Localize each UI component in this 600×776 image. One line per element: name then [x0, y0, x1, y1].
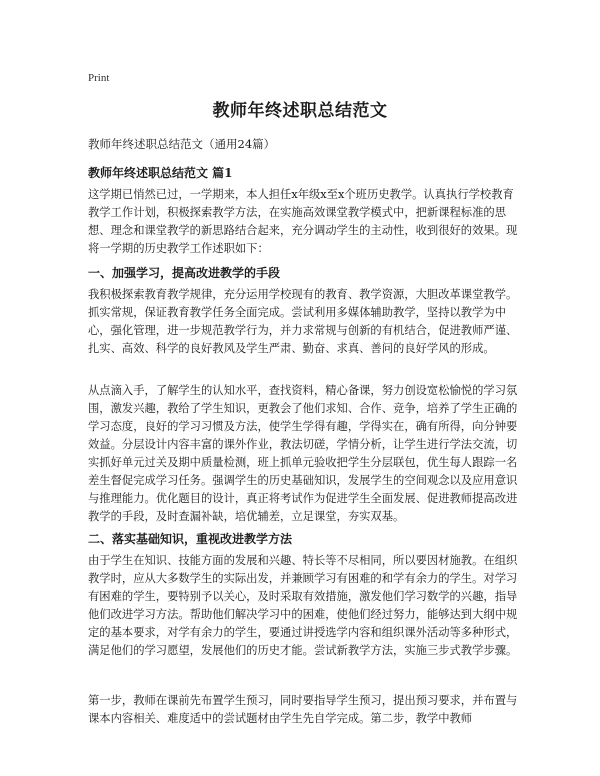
heading-2: 二、落实基础知识，重视改进教学方法 [88, 532, 293, 546]
document-title: 教师年终述职总结范文 [212, 101, 388, 121]
print-label: Print [88, 72, 110, 84]
paragraph-2: 从点滴入手，了解学生的认知水平，查找资料，精心备课，努力创设宽松愉悦的学习氛围，激发兴趣，教给了学生知识，更教会了他们求知、合作、竞争，培养了学生正确的学习态度，良好的学习习惯及方法，使学生学得有趣，学得实在，确有所得，向分钟要效益。分层设计内容丰富的课外作业，教法切磋，学情分析，让学生进行学法交流，切实抓好单元过关及期中质量检测，班上抓单元验收把学生分层联包，优生每人跟踪一名差生督促完成学习任务。强调学生的历史基础知识，发展学生的空间观念以及应用意识与推理能力。优化题目的设计，真正将考试作为促进学生全面发展、促进教师提高改进教学的手段，及时查漏补缺，培优辅差，立足课堂，夯实双基。 [88, 384, 518, 523]
heading-1: 一、加强学习，提高改进教学的手段 [88, 266, 281, 280]
paragraph-3: 由于学生在知识、技能方面的发展和兴趣、特长等不尽相同，所以要因材施教。在组织教学时，应从大多数学生的实际出发，并兼顾学习有困难的和学有余力的学生。对学习有困难的学生，要特别予以关心，及时采取有效措施，激发他们学习数学的兴趣，指导他们改进学习方法。帮助他们解决学习中的困难，使他们经过努力，能够达到大纲中规定的基本要求，对学有余力的学生，要通过讲授选学内容和组织课外活动等多种形式，满足他们的学习愿望，发展他们的历史才能。尝试新教学方法，实施三步式教学步骤。 [88, 554, 518, 657]
paragraph-intro: 这学期已悄然已过，一学期来，本人担任x年级x至x个班历史教学。认真执行学校教育教学工作计划，积极探索教学方法，在实施高效课堂教学模式中，把新课程标准的思想、理念和课堂教学的新思路结合起来，充分调动学生的主动性，收到很好的效果。现将一学期的历史教学工作述职如下： [88, 188, 518, 255]
paragraph-4: 第一步，教师在课前先布置学生预习，同时要指导学生预习，提出预习要求，并布置与课本内容相关、难度适中的尝试题材由学生先自学完成。第二步，教学中教师 [88, 694, 518, 725]
document-subtitle: 教师年终述职总结范文（通用24篇） [88, 137, 276, 151]
section-title: 教师年终述职总结范文 篇1 [88, 166, 233, 180]
paragraph-1: 我积极探索教育教学规律，充分运用学校现有的教育、教学资源，大胆改革课堂教学。抓实常规，保证教育教学任务全面完成。尝试利用多媒体辅助教学，坚持以教学为中心，强化管理，进一步规范教学行为，并力求常规与创新的有机结合，促进教师严谨、扎实、高效、科学的良好教风及学生严肃、勤奋、求真、善问的良好学风的形成。 [88, 288, 518, 355]
